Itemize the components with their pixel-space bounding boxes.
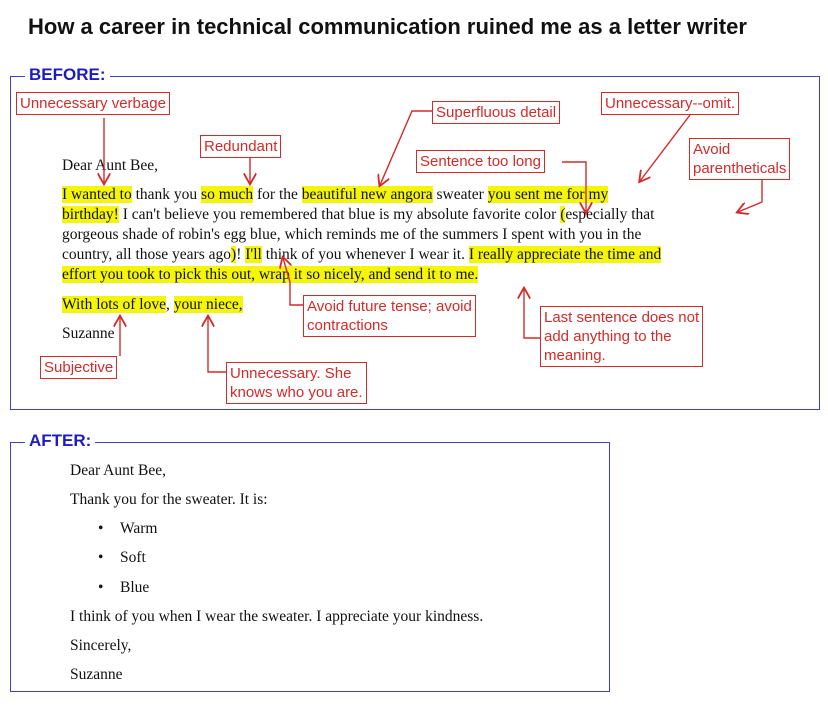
before-line-3 [62,225,641,245]
after-bullet-3-text: Blue [120,579,150,596]
letter-text: especially that [565,206,655,223]
before-salutation: Dear Aunt Bee, [62,157,158,174]
after-bullet-3 [98,578,149,598]
annotation-last-sentence [540,306,703,367]
highlighted-text: I'll [245,246,262,263]
annotation-avoid-parentheticals [689,138,790,180]
after-intro: Thank you for the sweater. It is: [70,491,268,508]
annotation-last-sentence-line-1: Last sentence does not [544,309,700,326]
annotation-last-sentence-line-3: meaning. [544,347,606,364]
before-signature: Suzanne [62,325,115,342]
letter-text: think of you whenever I wear it. [261,246,469,263]
after-bullet-2 [98,548,146,568]
page-title: How a career in technical communication ruined me as a letter writer [28,14,747,39]
bullet-dot-icon: • [98,520,104,537]
highlighted-text: beautiful new angora [301,186,433,203]
after-bullet-2-text: Soft [120,549,146,566]
highlighted-text: birthday! [62,206,119,223]
after-closing: Sincerely, [70,637,132,654]
highlighted-text: your niece, [173,296,243,313]
annotation-avoid-parentheticals-line-1: Avoid [693,141,731,158]
highlighted-text: I wanted to [62,186,132,203]
annotation-sentence-too-long: Sentence too long [416,150,545,173]
bullet-dot-icon: • [98,549,104,566]
letter-text: for the [253,186,302,203]
annotation-avoid-future-tense-line-1: Avoid future tense; avoid [307,298,472,315]
letter-text: thank you [131,186,202,203]
before-label: BEFORE: [25,65,110,85]
highlighted-text: you sent me for my [487,186,609,203]
annotation-redundant: Redundant [200,135,281,158]
letter-text: , [166,296,174,313]
annotation-last-sentence-line-2: add anything to the [544,328,672,345]
after-body: I think of you when I wear the sweater. I appreciate your kindness. [70,608,484,625]
before-line-1 [62,185,608,205]
highlighted-text: so much [201,186,254,203]
before-closing [62,295,243,315]
after-salutation: Dear Aunt Bee, [70,462,166,479]
letter-text: gorgeous shade of robin's egg blue, which reminds me of the summers I spent with you in the [62,226,642,243]
after-signature: Suzanne [70,666,123,683]
after-bullet-1-text: Warm [120,520,158,537]
annotation-avoid-parentheticals-line-2: parentheticals [693,160,787,177]
annotation-knows-who-you-are [226,362,367,404]
annotation-superfluous-detail: Superfluous detail [432,101,560,124]
annotation-knows-who-you-are-line-1: Unnecessary. She [230,365,352,382]
highlighted-text: ) [231,246,237,263]
highlighted-text: effort you took to pick this out, wrap it so nicely, and send it to me. [62,266,479,283]
annotation-knows-who-you-are-line-2: knows who you are. [230,384,363,401]
annotation-subjective: Subjective [40,356,117,379]
annotation-unnecessary-omit: Unnecessary--omit. [601,92,739,115]
letter-text: sweater [432,186,488,203]
before-line-2 [62,205,654,225]
after-label: AFTER: [25,431,95,451]
highlighted-text: ( [560,206,566,223]
after-bullet-1 [98,519,158,539]
letter-text: country, all those years ago [62,246,232,263]
highlighted-text: I really appreciate the time and [468,246,662,263]
annotation-unnecessary-verbage: Unnecessary verbage [16,92,170,115]
highlighted-text: With lots of love [62,296,166,313]
before-line-4 [62,245,661,265]
before-line-5 [62,265,478,285]
letter-text: ! [236,246,246,263]
annotation-avoid-future-tense-line-2: contractions [307,317,388,334]
annotation-avoid-future-tense [303,295,476,337]
bullet-dot-icon: • [98,579,104,596]
letter-text: I can't believe you remembered that blue is my absolute favorite color [118,206,561,223]
